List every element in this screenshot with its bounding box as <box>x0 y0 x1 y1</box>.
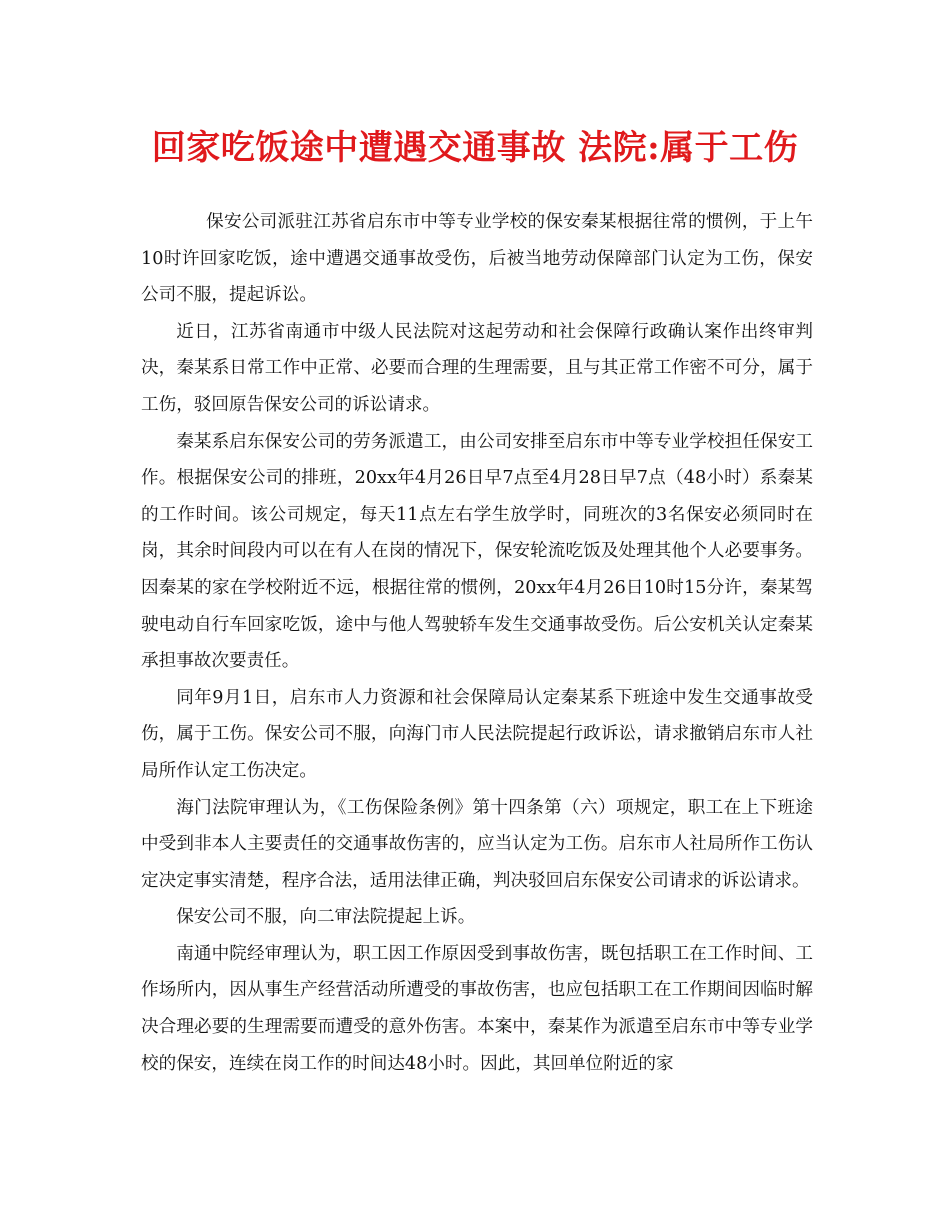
paragraph: 保安公司不服，向二审法院提起上诉。 <box>176 907 476 928</box>
paragraph: 保安公司派驻江苏省启东市中等专业学校的保安秦某根据往常的惯例，于上午10时许回家吃饭，途中遭遇交通事故受伤，后被当地劳动保障部门认定为工伤，保安公司不服，提起诉讼。 <box>141 212 813 306</box>
paragraph: 同年9月1日，启东市人力资源和社会保障局认定秦某系下班途中发生交通事故受伤，属于工伤。保安公司不服，向海门市人民法院提起行政诉讼，请求撤销启东市人社局所作认定工伤决定。 <box>141 687 813 781</box>
document-title: 回家吃饭途中遭遇交通事故 法院:属于工伤 <box>151 128 799 168</box>
document-body <box>141 204 813 1082</box>
paragraph: 海门法院审理认为，《工伤保险条例》第十四条第（六）项规定，职工在上下班途中受到非本人主要责任的交通事故伤害的，应当认定为工伤。启东市人社局所作工伤认定决定事实清楚，程序合法，适用法律正确，判决驳回启东保安公司请求的诉讼请求。 <box>141 797 813 891</box>
paragraph: 南通中院经审理认为，职工因工作原因受到事故伤害，既包括职工在工作时间、工作场所内，因从事生产经营活动所遭受的事故伤害，也应包括职工在工作期间因临时解决合理必要的生理需要而遭受的意外伤害。本案中，秦某作为派遣至启东市中等专业学校的保安，连续在岗工作的时间达48小时。因此，其回单位附近的家 <box>141 943 813 1074</box>
paragraph: 秦某系启东保安公司的劳务派遣工，由公司安排至启东市中等专业学校担任保安工作。根据保安公司的排班，20xx年4月26日早7点至4月28日早7点（48小时）系秦某的工作时间。该公司规定，每天11点左右学生放学时，同班次的3名保安必须同时在岗，其余时间段内可以在有人在岗的情况下，保安轮流吃饭及处理其他个人必要事务。因秦某的家在学校附近不远，根据往常的惯例，20xx年4月26日10时15分许，秦某驾驶电动自行车回家吃饭，途中与他人驾驶轿车发生交通事故受伤。后公安机关认定秦某承担事故次要责任。 <box>141 431 813 672</box>
paragraph: 近日，江苏省南通市中级人民法院对这起劳动和社会保障行政确认案作出终审判决，秦某系日常工作中正常、必要而合理的生理需要，且与其正常工作密不可分，属于工伤，驳回原告保安公司的诉讼请求。 <box>141 321 813 415</box>
